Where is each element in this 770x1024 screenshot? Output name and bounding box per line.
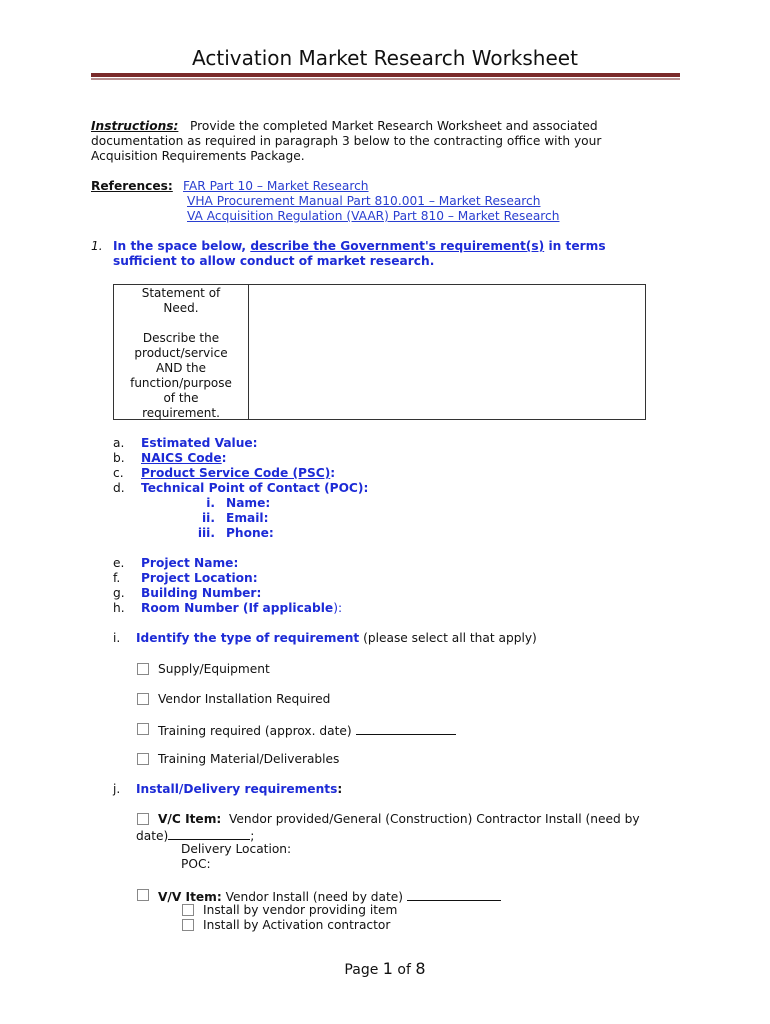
statement-input-cell[interactable]	[250, 286, 644, 418]
training-required-checkbox[interactable]	[137, 723, 149, 735]
naics-code-label: NAICS Code:	[141, 451, 227, 465]
project-name-label: Project Name:	[141, 556, 239, 570]
title-rule-thin	[91, 78, 680, 80]
estimated-value-label: Estimated Value:	[141, 436, 258, 450]
instructions-line1: Provide the completed Market Research Worksheet and associated	[190, 119, 598, 133]
instructions-line3: Acquisition Requirements Package.	[91, 149, 305, 163]
vv-item-label: V/V Item:	[158, 890, 222, 904]
install-delivery-heading: Install/Delivery requirements:	[136, 782, 343, 796]
statement-line: Statement of	[141, 286, 221, 300]
vc-item-line	[158, 812, 640, 826]
poc-phone-num: iii.	[197, 526, 215, 540]
training-date-blank[interactable]	[356, 722, 456, 735]
page-number: 1	[382, 959, 393, 978]
reference-link-vha[interactable]: VHA Procurement Manual Part 810.001 – Market Research	[187, 194, 541, 208]
page-footer: Page 1 of 8	[344, 959, 426, 978]
instructions-line2: documentation as required in paragraph 3 below to the contracting office with your	[91, 134, 602, 148]
vc-item-checkbox[interactable]	[137, 813, 149, 825]
vc-item-label: V/C Item:	[158, 812, 222, 826]
poc-email-label: Email:	[226, 511, 269, 525]
install-by-vendor-label: Install by vendor providing item	[203, 903, 398, 917]
supply-equipment-checkbox[interactable]	[137, 663, 149, 675]
item-i-letter: i.	[113, 631, 121, 645]
section1-link: describe the Government's requirement(s)	[250, 239, 545, 253]
statement-spacer	[114, 316, 248, 331]
poc-email-num: ii.	[202, 511, 215, 525]
statement-label-cell	[114, 286, 248, 421]
statement-line: product/service	[134, 346, 228, 360]
references-label: References:	[91, 179, 173, 193]
install-by-activation-label: Install by Activation contractor	[203, 918, 391, 932]
statement-line: Need.	[163, 301, 199, 315]
install-by-activation-checkbox[interactable]	[182, 919, 194, 931]
item-e-letter: e.	[113, 556, 125, 570]
section1-heading	[113, 239, 606, 253]
poc-label: Technical Point of Contact (POC):	[141, 481, 369, 495]
item-a-letter: a.	[113, 436, 125, 450]
poc-name-num: i.	[206, 496, 215, 510]
vendor-installation-checkbox[interactable]	[137, 693, 149, 705]
statement-line: Describe the	[142, 331, 220, 345]
item-d-letter: d.	[113, 481, 125, 495]
statement-line: AND the	[156, 361, 206, 375]
item-f-letter: f.	[113, 571, 121, 585]
vv-item-checkbox[interactable]	[137, 889, 149, 901]
instructions	[91, 119, 601, 164]
requirement-type-label: Identify the type of requirement	[136, 631, 360, 645]
requirement-type-heading	[136, 631, 537, 645]
title-rule	[91, 73, 680, 77]
statement-line: of the	[163, 391, 199, 405]
psc-label: Product Service Code (PSC):	[141, 466, 336, 480]
vc-poc-label: POC:	[181, 857, 211, 871]
vendor-installation-label: Vendor Installation Required	[158, 692, 331, 706]
section1-post: in terms	[548, 239, 606, 253]
requirement-type-note: (please select all that apply)	[363, 631, 537, 645]
statement-line: requirement.	[142, 406, 220, 420]
reference-link-far[interactable]: FAR Part 10 – Market Research	[183, 179, 369, 193]
item-c-letter: c.	[113, 466, 124, 480]
vv-item-text: Vendor Install (need by date)	[225, 890, 404, 904]
section1-pre: In the space below,	[113, 239, 247, 253]
room-number-label: Room Number (If applicable):	[141, 601, 343, 615]
statement-line: function/purpose	[130, 376, 232, 390]
install-by-vendor-checkbox[interactable]	[182, 904, 194, 916]
poc-name-label: Name:	[226, 496, 271, 510]
instructions-label: Instructions:	[91, 119, 179, 133]
training-material-checkbox[interactable]	[137, 753, 149, 765]
vv-item-line	[158, 888, 501, 904]
page-title: Activation Market Research Worksheet	[192, 46, 578, 70]
vc-date-line: date) ;	[136, 829, 255, 843]
vc-item-text: Vendor provided/General (Construction) Contractor Install (need by	[229, 812, 640, 826]
section1-number: 1.	[91, 239, 103, 253]
training-material-label: Training Material/Deliverables	[158, 752, 340, 766]
item-h-letter: h.	[113, 601, 125, 615]
building-number-label: Building Number:	[141, 586, 262, 600]
item-b-letter: b.	[113, 451, 125, 465]
section1-line2: sufficient to allow conduct of market research.	[113, 254, 435, 268]
page-total: 8	[415, 959, 426, 978]
vv-date-blank[interactable]	[407, 888, 501, 901]
statement-of-need-table	[113, 284, 646, 420]
project-location-label: Project Location:	[141, 571, 258, 585]
delivery-location-label: Delivery Location:	[181, 842, 292, 856]
supply-equipment-label: Supply/Equipment	[158, 662, 270, 676]
reference-link-vaar[interactable]: VA Acquisition Regulation (VAAR) Part 810 – Market Research	[187, 209, 560, 223]
item-g-letter: g.	[113, 586, 125, 600]
table-divider	[248, 285, 249, 419]
item-j-letter: j.	[113, 782, 121, 796]
vc-date-blank[interactable]	[168, 827, 250, 840]
poc-phone-label: Phone:	[226, 526, 274, 540]
training-required-label: Training required (approx. date)	[158, 722, 456, 738]
